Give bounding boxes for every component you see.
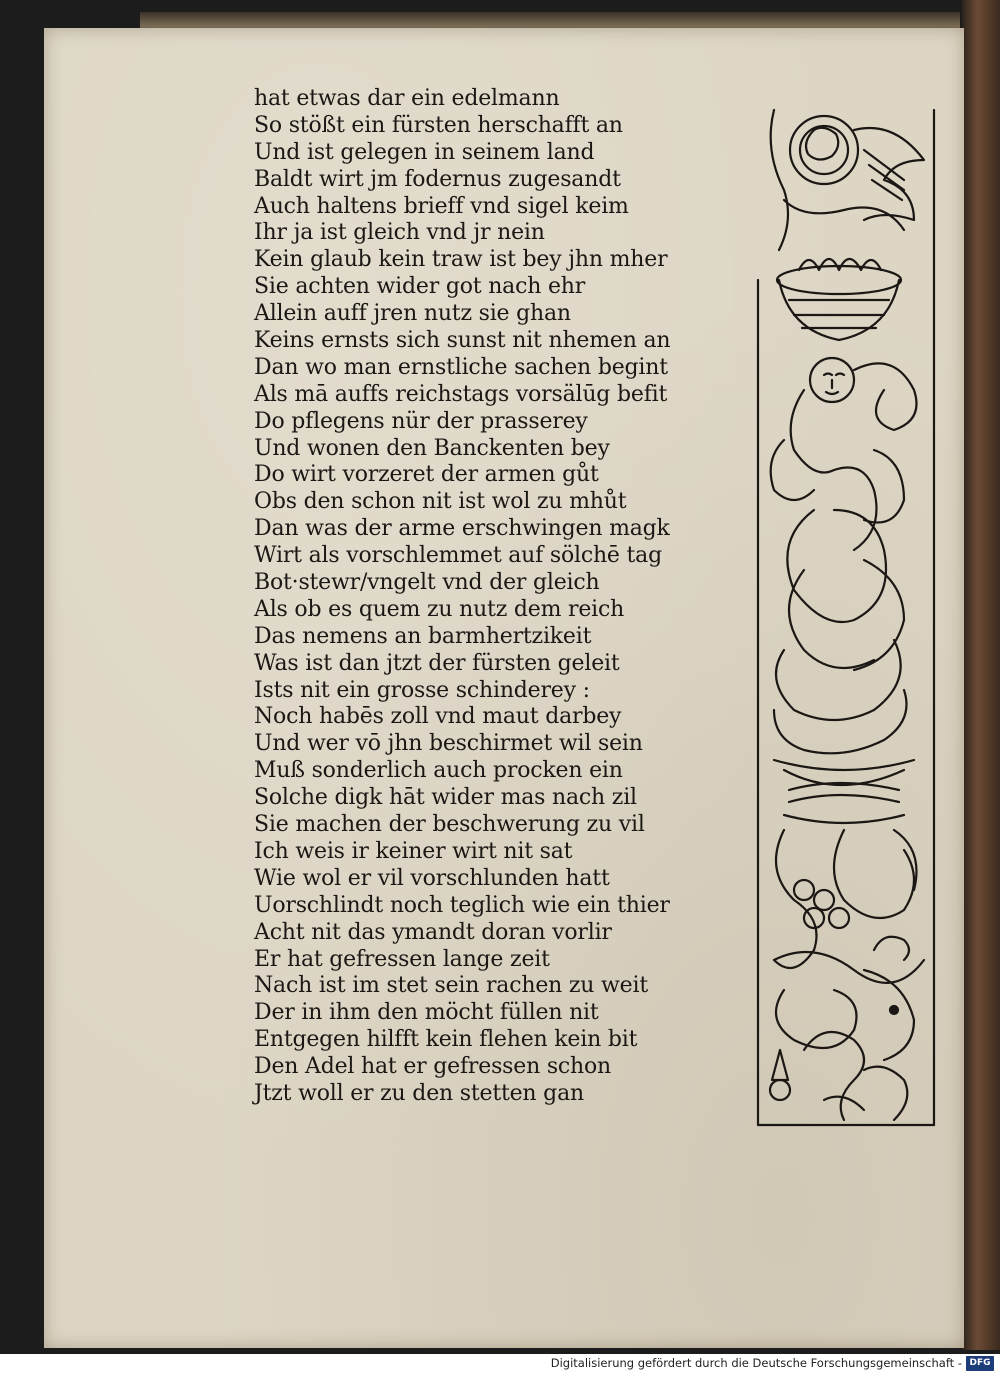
verse-line: Auch haltens brieff vnd sigel keim	[254, 193, 629, 219]
verse-line: Obs den schon nit ist wol zu mhůt	[254, 489, 627, 515]
verse-line: Wie wol er vil vorschlunden hatt	[254, 865, 610, 891]
verse-line: Kein glaub kein traw ist bey jhn mher	[254, 247, 668, 273]
verse-line: Wirt als vorschlemmet auf sölchē tag	[254, 543, 662, 569]
verse-line: Bot·stewr/vngelt vnd der gleich	[254, 570, 600, 596]
verse-line: Entgegen hilfft kein flehen kein bit	[254, 1027, 638, 1053]
verse-line: Ich weis ir keiner wirt nit sat	[254, 838, 573, 864]
verse-line: Als mā auffs reichstags vorsälūg befit	[254, 381, 668, 407]
verse-line: Jtzt woll er zu den stetten gan	[254, 1080, 584, 1106]
verse-line: Uorschlindt noch teglich wie ein thier	[254, 892, 670, 918]
verse-line: Und wonen den Banckenten bey	[254, 435, 610, 461]
verse-line: Dan was der arme erschwingen magk	[254, 516, 670, 542]
verse-line: Ists nit ein grosse schinderey :	[254, 677, 590, 703]
verse-line: Nach ist im stet sein rachen zu weit	[254, 973, 648, 999]
verse-line: Noch habēs zoll vnd maut darbey	[254, 704, 622, 730]
verse-line: Sie machen der beschwerung zu vil	[254, 812, 645, 838]
verse-line: Allein auff jren nutz sie ghan	[254, 301, 571, 327]
verse-line: hat etwas dar ein edelmann	[254, 86, 560, 111]
verse-line: Baldt wirt jm fodernus zugesandt	[254, 166, 621, 192]
funding-credit: Digitalisierung gefördert durch die Deutsche Forschungsgemeinschaft -	[550, 1356, 962, 1370]
verse-line: Acht nit das ymandt doran vorlir	[254, 919, 612, 945]
verse-line: Ihr ja ist gleich vnd jr nein	[254, 220, 545, 246]
verse-line: Und wer vō jhn beschirmet wil sein	[254, 731, 643, 757]
verse-line: Solche digk hāt wider mas nach zil	[254, 785, 637, 811]
verse-line: Als ob es quem zu nutz dem reich	[254, 596, 625, 622]
verse-line: Der in ihm den möcht füllen nit	[254, 1000, 599, 1026]
verse-line: Dan wo man ernstliche sachen begint	[254, 354, 668, 380]
verse-line: Und ist gelegen in seinem land	[254, 139, 595, 165]
verse-line: Das nemens an barmhertzikeit	[254, 623, 592, 649]
digitization-footer	[0, 1354, 1000, 1374]
woodcut-border-illustration	[744, 90, 944, 1130]
verse-line: Den Adel hat er gefressen schon	[254, 1054, 612, 1080]
verse-line: Er hat gefressen lange zeit	[254, 946, 550, 972]
verse-line: Was ist dan jtzt der fürsten geleit	[254, 650, 620, 676]
dfg-logo-icon: DFG	[966, 1356, 994, 1371]
book-cover-edge	[962, 0, 1000, 1350]
verse-line: Sie achten wider got nach ehr	[254, 274, 586, 300]
verse-line: Do pflegens nür der prasserey	[254, 408, 588, 434]
verse-line: Muß sonderlich auch procken ein	[254, 758, 623, 784]
verse-text-block	[254, 86, 744, 1108]
verse-line: So stößt ein fürsten herschafft an	[254, 112, 623, 138]
verse-line: Do wirt vorzeret der armen gůt	[254, 462, 599, 488]
verse-line: Keins ernsts sich sunst nit nhemen an	[254, 328, 671, 354]
book-page	[44, 28, 964, 1348]
